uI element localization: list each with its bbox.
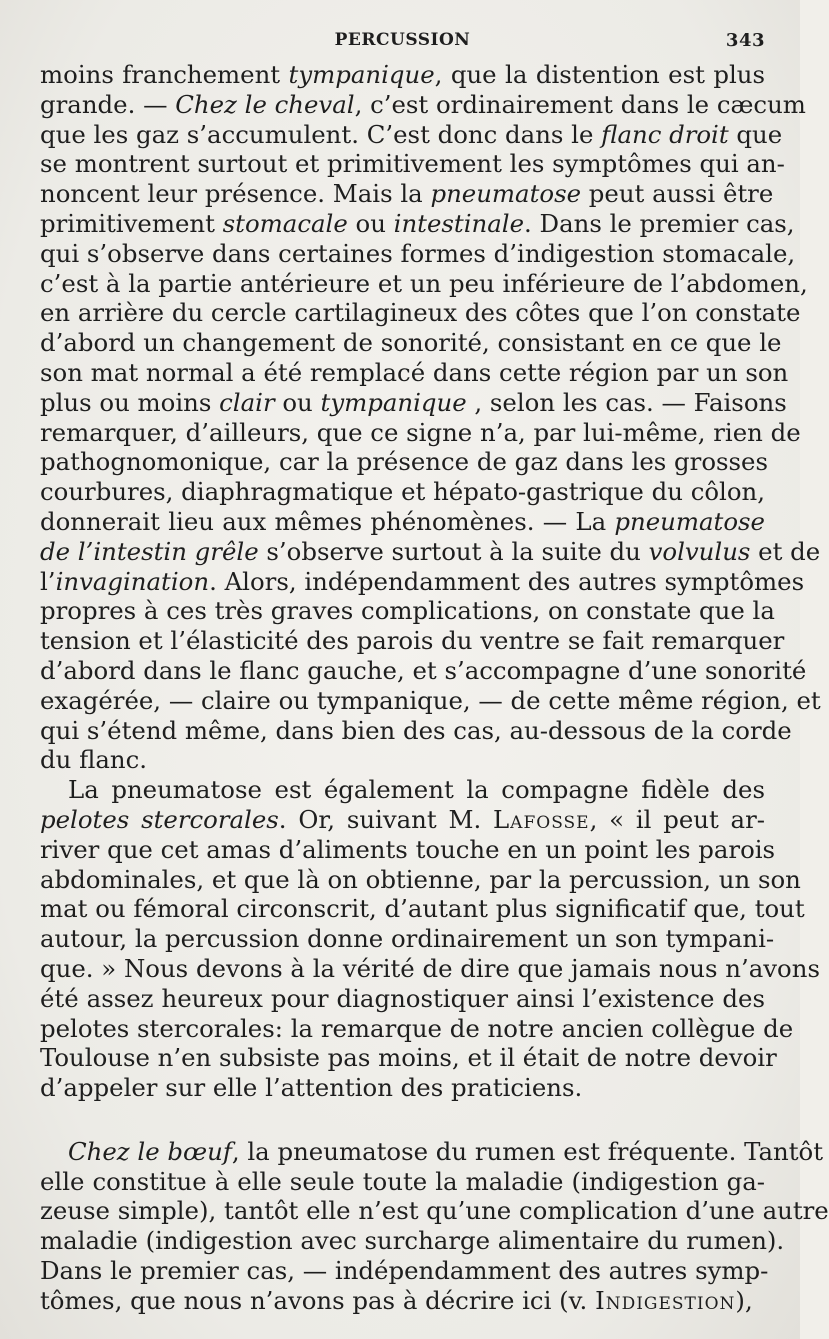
text-line: qui s’étend même, dans bien des cas, au-dessous de la corde [40, 715, 792, 745]
paragraph [40, 60, 821, 775]
text-line: propres à ces très graves complications, on constate que la [40, 596, 775, 626]
text-line: l’invagination. Alors, indépendamment des autres symptômes [40, 566, 805, 596]
text-line: mat ou fémoral circonscrit, d’autant plus significatif que, tout [40, 894, 805, 924]
text-line: zeuse simple), tantôt elle n’est qu’une complication d’une autre [40, 1196, 829, 1226]
text-line: pelotes stercorales. Or, suivant M. Lafosse, « il peut ar- [40, 804, 766, 834]
body-text [40, 60, 829, 1316]
running-title: PERCUSSION [334, 30, 471, 50]
text-line: tension et l’élasticité des parois du ventre se fait remarquer [40, 626, 785, 656]
text-line: courbures, diaphragmatique et hépato-gastrique du côlon, [40, 477, 765, 507]
text-line: Toulouse n’en subsiste pas moins, et il était de notre devoir [40, 1043, 777, 1073]
text-line: abdominales, et que là on obtienne, par la percussion, un son [40, 864, 801, 894]
paragraph [40, 775, 820, 1103]
text-line: Dans le premier cas, — indépendamment des autres symp- [40, 1256, 769, 1286]
text-line: d’abord dans le flanc gauche, et s’accompagne d’une sonorité [40, 655, 807, 685]
text-line: été assez heureux pour diagnostiquer ainsi l’existence des [40, 983, 765, 1013]
text-line: en arrière du cercle cartilagineux des côtes que l’on constate [40, 298, 801, 328]
text-line: que les gaz s’accumulent. C’est donc dans le flanc droit que [40, 119, 783, 149]
text-line: du flanc. [40, 745, 148, 775]
page-header [40, 30, 765, 56]
text-line: noncent leur présence. Mais la pneumatose peut aussi être [40, 179, 774, 209]
text-line: remarquer, d’ailleurs, que ce signe n’a, par lui-même, rien de [40, 417, 801, 447]
text-line: qui s’observe dans certaines formes d’indigestion stomacale, [40, 238, 796, 268]
text-line: d’appeler sur elle l’attention des praticiens. [40, 1073, 583, 1103]
text-line: tômes, que nous n’avons pas à décrire ici (v. Indigestion), [40, 1285, 753, 1315]
text-line: La pneumatose est également la compagne fidèle des [68, 775, 765, 805]
paragraph [40, 1136, 829, 1316]
text-line: autour, la percussion donne ordinairement un son tympani- [40, 924, 775, 954]
text-line: donnerait lieu aux mêmes phénomènes. — La pneumatose [40, 506, 765, 536]
text-line: moins franchement tympanique, que la distention est plus [40, 60, 765, 89]
text-line: maladie (indigestion avec surcharge alimentaire du rumen). [40, 1226, 785, 1256]
text-line: Chez le bœuf, la pneumatose du rumen est fréquente. Tantôt [68, 1136, 824, 1166]
text-line: river que cet amas d’aliments touche en un point les parois [40, 834, 776, 864]
text-line: pathognomonique, car la présence de gaz dans les grosses [40, 447, 769, 477]
text-line: son mat normal a été remplacé dans cette région par un son [40, 357, 789, 387]
text-line: exagérée, — claire ou tympanique, — de cette même région, et [40, 685, 821, 715]
text-line: de l’intestin grêle s’observe surtout à la suite du volvulus et de [40, 536, 821, 566]
text-line: c’est à la partie antérieure et un peu inférieure de l’abdomen, [40, 268, 808, 298]
text-line: grande. — Chez le cheval, c’est ordinairement dans le cæcum [40, 89, 806, 119]
page-number: 343 [725, 30, 765, 51]
text-line: se montrent surtout et primitivement les symptômes qui an- [40, 149, 785, 179]
text-line: plus ou moins clair ou tympanique , selon les cas. — Faisons [40, 387, 787, 417]
text-line: d’abord un changement de sonorité, consistant en ce que le [40, 328, 782, 358]
paragraph-gap [40, 1103, 765, 1137]
text-line: que. » Nous devons à la vérité de dire que jamais nous n’avons [40, 953, 820, 983]
text-line: primitivement stomacale ou intestinale. Dans le premier cas, [40, 208, 795, 238]
text-line: elle constitue à elle seule toute la maladie (indigestion ga- [40, 1166, 765, 1196]
text-line: pelotes stercorales: la remarque de notre ancien collègue de [40, 1013, 794, 1043]
